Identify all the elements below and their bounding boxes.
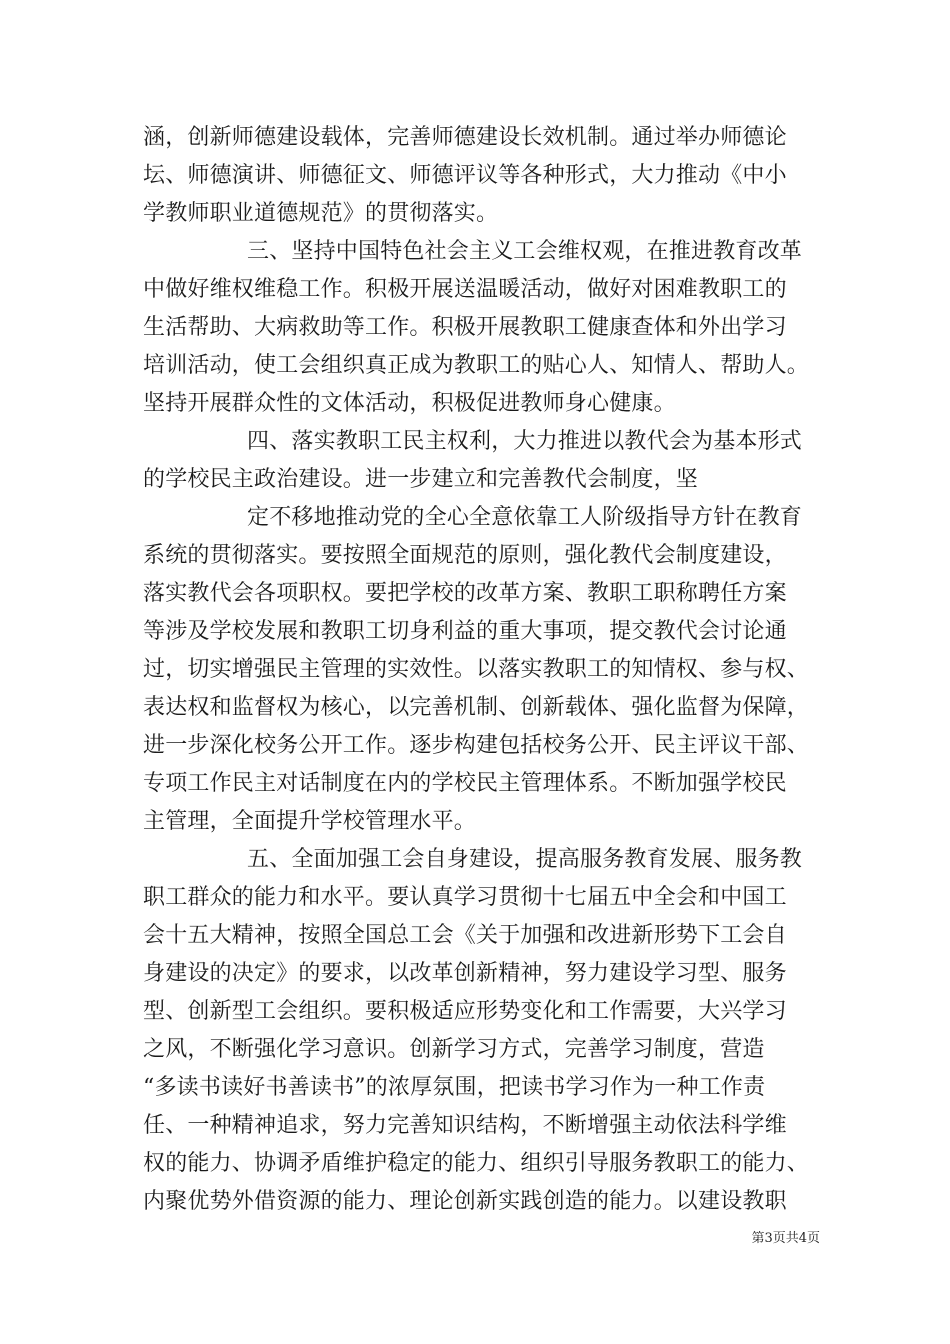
- text-line: 专项工作民主对话制度在内的学校民主管理体系。不断加强学校民: [143, 771, 787, 796]
- text-line: 会十五大精神，按照全国总工会《关于加强和改进新形势下工会自: [143, 923, 787, 948]
- page-number: 第3页共4页: [751, 1231, 820, 1246]
- text-line: 落实教代会各项职权。要把学校的改革方案、教职工职称聘任方案: [143, 581, 787, 606]
- text-line: 身建设的决定》的要求，以改革创新精神，努力建设学习型、服务: [143, 961, 787, 986]
- paragraph-start-line: 五、全面加强工会自身建设，提高服务教育发展、服务教: [247, 847, 803, 872]
- text-line: 表达权和监督权为核心，以完善机制、创新载体、强化监督为保障，: [143, 695, 810, 720]
- text-line: 学教师职业道德规范》的贯彻落实。: [143, 201, 499, 226]
- text-line: 培训活动，使工会组织真正成为教职工的贴心人、知情人、帮助人。: [143, 353, 810, 378]
- text-line: 职工群众的能力和水平。要认真学习贯彻十七届五中全会和中国工: [143, 885, 787, 910]
- text-line: 任、一种精神追求，努力完善知识结构，不断增强主动依法科学维: [143, 1113, 787, 1138]
- text-line: 坚持开展群众性的文体活动，积极促进教师身心健康。: [143, 391, 676, 416]
- text-line: 主管理，全面提升学校管理水平。: [143, 809, 477, 834]
- text-line: 生活帮助、大病救助等工作。积极开展教职工健康查体和外出学习: [143, 315, 787, 340]
- paragraph-start-line: 三、坚持中国特色社会主义工会维权观，在推进教育改革: [247, 239, 803, 264]
- text-line: 权的能力、协调矛盾维护稳定的能力、组织引导服务教职工的能力、: [143, 1151, 810, 1176]
- text-line: 内聚优势外借资源的能力、理论创新实践创造的能力。以建设教职: [143, 1189, 787, 1214]
- text-line: 等涉及学校发展和教职工切身利益的重大事项，提交教代会讨论通: [143, 619, 787, 644]
- paragraph-start-line: 定不移地推动党的全心全意依靠工人阶级指导方针在教育: [247, 505, 803, 530]
- text-line: 型、创新型工会组织。要积极适应形势变化和工作需要，大兴学习: [143, 999, 787, 1024]
- text-line: 的学校民主政治建设。进一步建立和完善教代会制度，坚: [143, 467, 699, 492]
- text-line: 过，切实增强民主管理的实效性。以落实教职工的知情权、参与权、: [143, 657, 810, 682]
- text-line: 坛、师德演讲、师德征文、师德评议等各种形式，大力推动《中小: [143, 163, 787, 188]
- text-line: 涵，创新师德建设载体，完善师德建设长效机制。通过举办师德论: [143, 125, 787, 150]
- text-line: 中做好维权维稳工作。积极开展送温暖活动，做好对困难教职工的: [143, 277, 787, 302]
- text-line: 之风，不断强化学习意识。创新学习方式，完善学习制度，营造: [143, 1037, 765, 1062]
- text-line: 系统的贯彻落实。要按照全面规范的原则，强化教代会制度建设，: [143, 543, 787, 568]
- paragraph-start-line: 四、落实教职工民主权利，大力推进以教代会为基本形式: [247, 429, 803, 454]
- body-text: [143, 119, 823, 1221]
- text-line: 进一步深化校务公开工作。逐步构建包括校务公开、民主评议干部、: [143, 733, 810, 758]
- text-line: “多读书读好书善读书”的浓厚氛围，把读书学习作为一种工作责: [143, 1075, 766, 1100]
